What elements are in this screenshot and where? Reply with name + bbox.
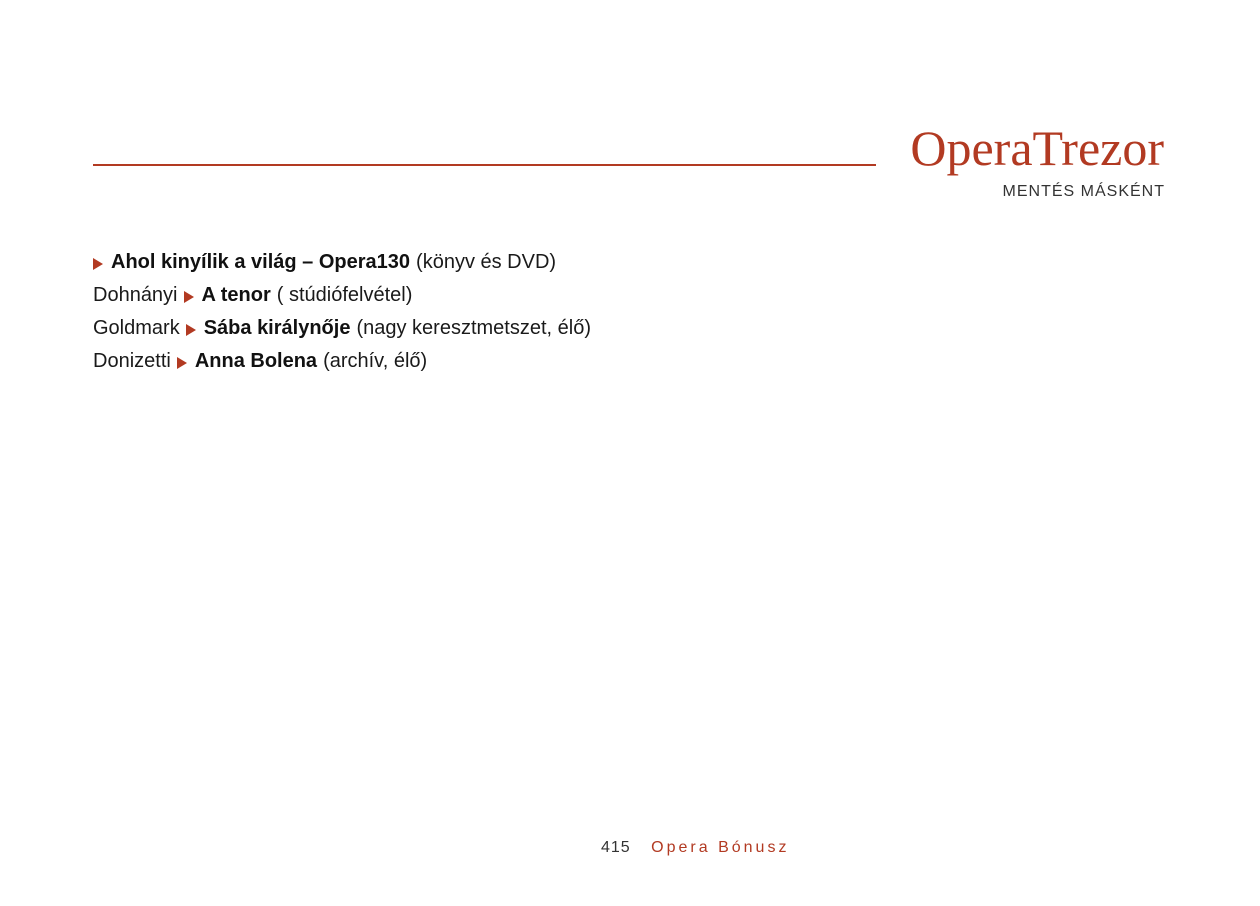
work-title[interactable]: Anna Bolena <box>194 350 318 372</box>
brand-title: OperaTrezor <box>910 120 1164 176</box>
entry-list <box>93 246 591 378</box>
play-arrow-icon[interactable] <box>186 324 196 336</box>
section-name: Opera Bónusz <box>651 839 790 856</box>
composer-name: Dohnányi <box>93 284 178 306</box>
brand-subtitle: MENTÉS MÁSKÉNT <box>1002 183 1165 200</box>
list-item[interactable] <box>93 246 591 279</box>
work-note: ( stúdiófelvétel) <box>276 284 413 306</box>
work-title[interactable]: Sába királynője <box>203 317 351 339</box>
work-note: (könyv és DVD) <box>416 251 557 273</box>
list-item[interactable] <box>93 345 591 378</box>
header-rule <box>93 164 876 166</box>
play-arrow-icon[interactable] <box>184 291 194 303</box>
work-title[interactable]: A tenor <box>201 284 271 306</box>
play-arrow-icon[interactable] <box>93 258 103 270</box>
work-title[interactable]: Ahol kinyílik a világ – Opera130 <box>111 251 411 273</box>
list-item[interactable] <box>93 279 591 312</box>
play-arrow-icon[interactable] <box>177 357 187 369</box>
work-note: (nagy keresztmetszet, élő) <box>356 317 591 339</box>
page-number: 415 <box>601 839 631 856</box>
list-item[interactable] <box>93 312 591 345</box>
composer-name: Goldmark <box>93 317 180 339</box>
composer-name: Donizetti <box>93 350 171 372</box>
work-note: (archív, élő) <box>323 350 428 372</box>
page-footer <box>601 838 789 858</box>
